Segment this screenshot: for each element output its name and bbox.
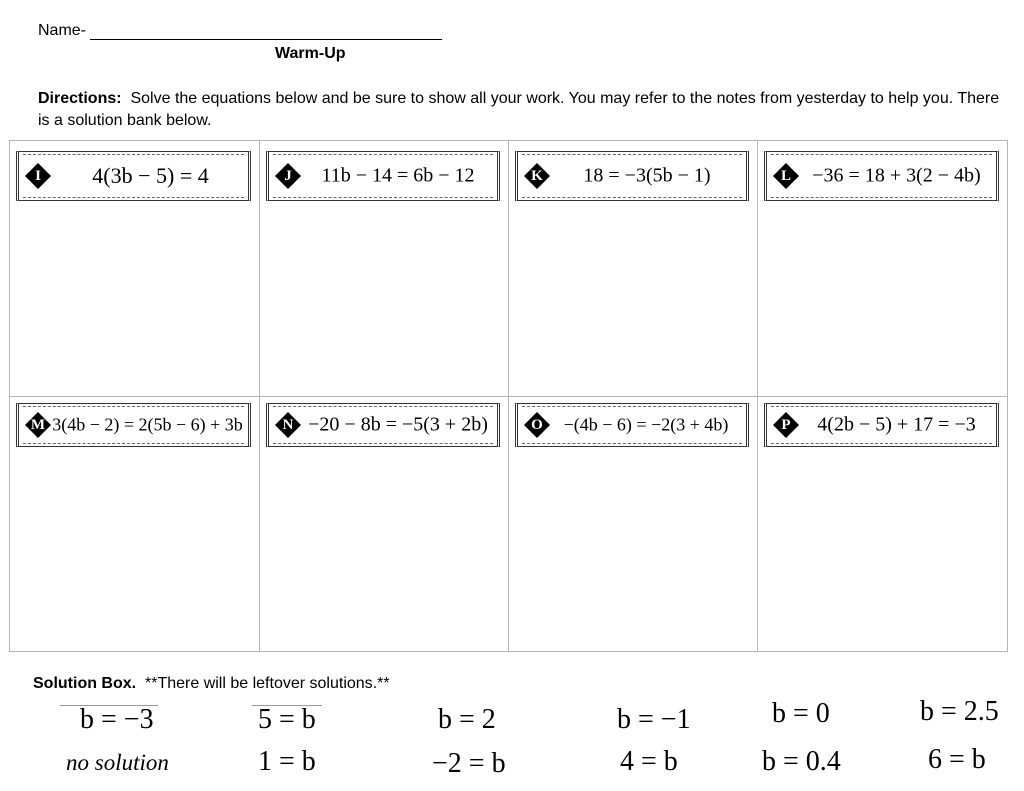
- solution-item: no solution: [66, 750, 169, 775]
- solution-item: b = 2.5: [920, 696, 999, 727]
- solution-item: −2 = b: [432, 748, 506, 779]
- solution-box-header: [33, 675, 390, 693]
- diamond-badge-icon: J: [275, 163, 301, 189]
- problem-cell-k[interactable]: [509, 141, 758, 397]
- equation-text: −(4b − 6) = −2(3 + 4b): [563, 414, 729, 435]
- equation-box: [515, 151, 749, 201]
- diamond-badge-icon: M: [25, 412, 51, 438]
- problem-cell-o[interactable]: [509, 397, 758, 651]
- problem-cell-m[interactable]: [10, 397, 260, 651]
- solution-item: 4 = b: [620, 746, 678, 777]
- directions-paragraph: [38, 88, 1006, 132]
- solution-item: b = −3: [80, 704, 154, 735]
- directions-text: Solve the equations below and be sure to show all your work. You may refer to the notes from yesterday to help you. There is a solution bank below.: [38, 90, 1000, 129]
- diamond-badge-icon: L: [773, 163, 799, 189]
- problem-cell-p[interactable]: [758, 397, 1007, 651]
- diamond-badge-icon: O: [524, 412, 550, 438]
- equation-text: −36 = 18 + 3(2 − 4b): [812, 164, 981, 187]
- diamond-badge-icon: K: [524, 163, 550, 189]
- solution-box-label: Solution Box.: [33, 675, 137, 692]
- equation-text: 11b − 14 = 6b − 12: [321, 164, 475, 187]
- name-blank-line[interactable]: [90, 23, 442, 40]
- equation-text: 3(4b − 2) = 2(5b − 6) + 3b: [52, 414, 243, 435]
- problem-cell-i[interactable]: [10, 141, 260, 397]
- name-field-row: [38, 22, 442, 40]
- equation-text: −20 − 8b = −5(3 + 2b): [308, 413, 488, 436]
- solution-item: 6 = b: [928, 744, 986, 775]
- problem-cell-j[interactable]: [260, 141, 509, 397]
- problem-cell-n[interactable]: [260, 397, 509, 651]
- solution-item: 5 = b: [258, 704, 316, 735]
- equation-text: 18 = −3(5b − 1): [583, 164, 711, 187]
- equation-box: [16, 151, 251, 201]
- equation-box: [266, 403, 500, 447]
- name-label: Name-: [38, 22, 87, 39]
- equation-box: [764, 151, 999, 201]
- page-title: Warm-Up: [275, 45, 346, 62]
- diamond-badge-icon: P: [773, 412, 799, 438]
- solution-item: b = 0.4: [762, 746, 841, 777]
- solution-item: b = 2: [438, 704, 496, 735]
- diamond-badge-icon: I: [25, 163, 51, 189]
- solution-item: b = −1: [617, 704, 691, 735]
- equation-box: [266, 151, 500, 201]
- equation-text: 4(2b − 5) + 17 = −3: [817, 413, 976, 436]
- directions-label: Directions:: [38, 90, 122, 107]
- equation-text: 4(3b − 5) = 4: [92, 163, 209, 188]
- solution-box-note: **There will be leftover solutions.**: [145, 675, 390, 692]
- solution-item: 1 = b: [258, 746, 316, 777]
- equation-box: [515, 403, 749, 447]
- problem-cell-l[interactable]: [758, 141, 1007, 397]
- solution-item: b = 0: [772, 698, 830, 729]
- problem-grid: [9, 140, 1008, 652]
- equation-box: [16, 403, 251, 447]
- diamond-badge-icon: N: [275, 412, 301, 438]
- equation-box: [764, 403, 999, 447]
